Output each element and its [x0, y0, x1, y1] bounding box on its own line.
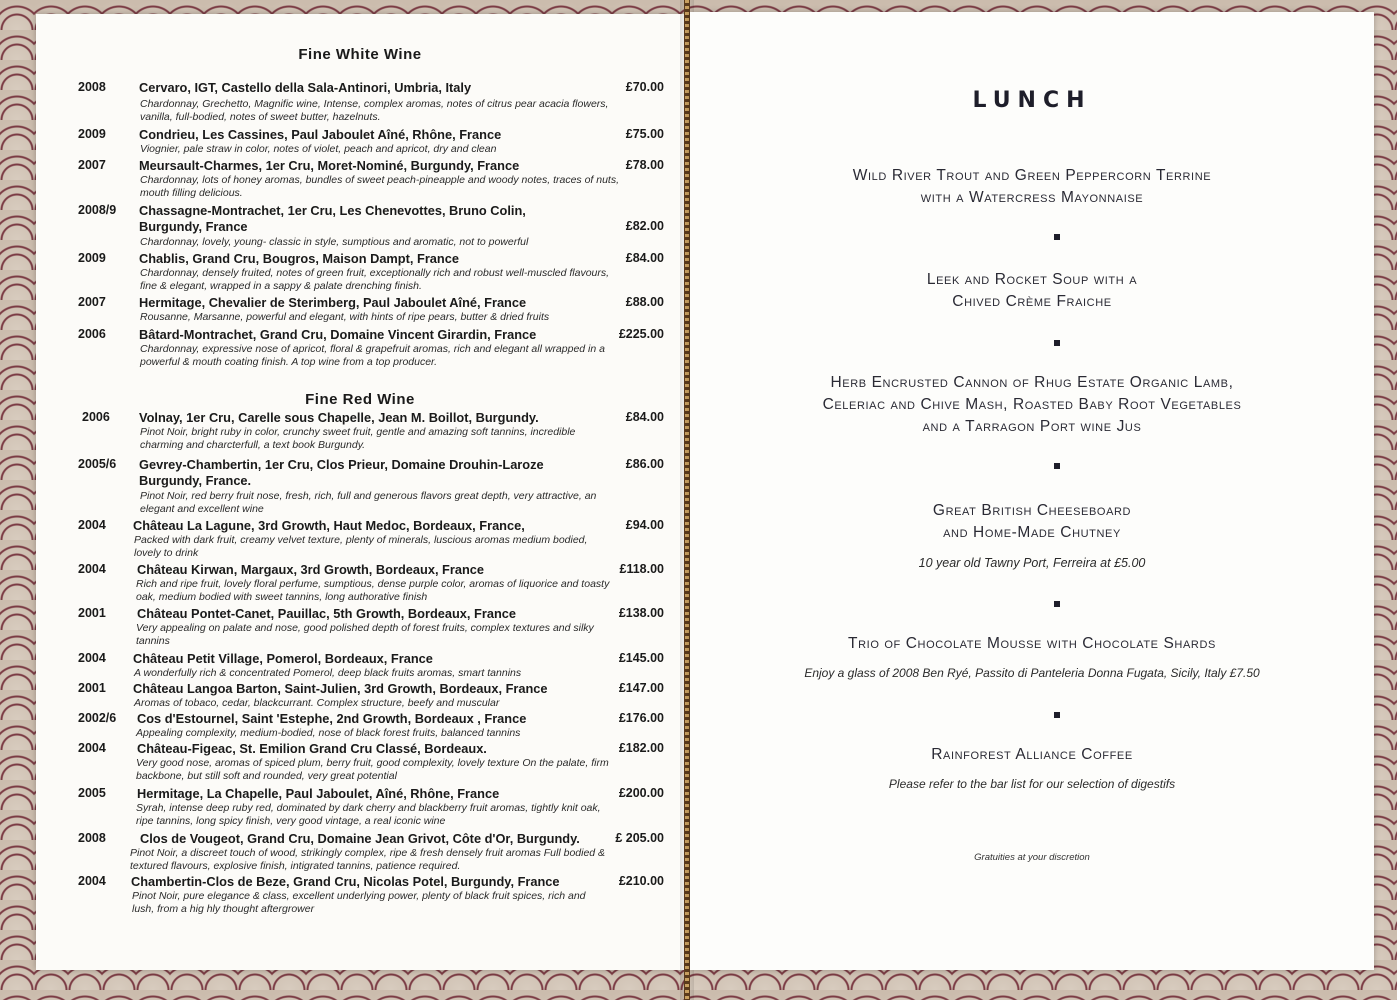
wine-year: 2009: [78, 127, 106, 141]
course-line: Trio of Chocolate Mousse with Chocolate Shards: [848, 635, 1216, 652]
course-pairing-note: 10 year old Tawny Port, Ferreira at £5.00: [918, 556, 1146, 570]
wine-price: £94.00: [625, 518, 664, 532]
wine-price: £78.00: [625, 158, 664, 172]
white-wine-heading: Fine White Wine: [298, 46, 422, 63]
wine-price: £82.00: [625, 219, 664, 233]
wine-name: Volnay, 1er Cru, Carelle sous Chapelle, Jean M. Boillot, Burgundy.: [139, 410, 539, 425]
wine-description: Aromas of tobaco, cedar, blackcurrant. Complex structure, beefy and muscular: [134, 697, 500, 709]
wine-description: Chardonnay, densely fruited, notes of green fruit, exceptionally rich and robust well-muscled flavours, fine & elegant, wrapped in a sappy & palate drenching finish.: [140, 267, 610, 293]
wine-name: Château-Figeac, St. Emilion Grand Cru Classé, Bordeaux.: [137, 741, 487, 756]
wine-year: 2008: [78, 80, 106, 94]
wine-year: 2004: [78, 562, 106, 576]
wine-description: A wonderfully rich & concentrated Pomerol, deep black fruits aromas, smart tannins: [134, 667, 522, 679]
wine-price: £70.00: [625, 80, 664, 94]
wine-price: £138.00: [618, 606, 664, 620]
wine-price: £75.00: [625, 127, 664, 141]
wine-price: £86.00: [625, 457, 664, 471]
wine-name: Château Petit Village, Pomerol, Bordeaux, France: [133, 651, 433, 666]
gratuities-note: Gratuities at your discretion: [974, 852, 1090, 863]
course-dessert: [690, 633, 1374, 655]
wine-name: Clos de Vougeot, Grand Cru, Domaine Jean Grivot, Côte d'Or, Burgundy.: [140, 831, 580, 846]
wine-price: £200.00: [618, 786, 664, 800]
course-line: Celeriac and Chive Mash, Roasted Baby Root Vegetables: [822, 396, 1242, 413]
course-line: with a Watercress Mayonnaise: [920, 189, 1144, 206]
wine-description: Chardonnay, lovely, young- classic in style, sumptious and aromatic, not to powerful: [140, 236, 529, 248]
wine-description: Syrah, intense deep ruby red, dominated by dark cherry and blackberry fruit aromas, tightly knit oak, ripe tannins, long spicy finish, very good vintage, a real iconic wine: [136, 802, 601, 828]
wine-name: Bâtard-Montrachet, Grand Cru, Domaine Vincent Girardin, France: [139, 327, 537, 342]
course-separator: [1054, 234, 1060, 240]
course-line: and Home-Made Chutney: [943, 524, 1121, 541]
wine-name: Gevrey-Chambertin, 1er Cru, Clos Prieur, Domaine Drouhin-Laroze Burgundy, France.: [139, 457, 544, 488]
wine-price: £84.00: [625, 410, 664, 424]
wine-year: 2002/6: [78, 711, 117, 725]
wine-name: Chambertin-Clos de Beze, Grand Cru, Nicolas Potel, Burgundy, France: [131, 874, 560, 889]
wine-year: 2004: [78, 741, 106, 755]
course-line: Wild River Trout and Green Peppercorn Terrine: [852, 167, 1212, 184]
wine-price: £118.00: [619, 562, 664, 576]
wine-description: Pinot Noir, pure elegance & class, excellent underlying power, plenty of black fruit spices, rich and lush, from a hig hly thought aftergrower: [132, 890, 586, 916]
wine-description: Chardonnay, lots of honey aromas, bundles of sweet peach-pineapple and woody notes, traces of nuts, mouth filling delicious.: [140, 174, 620, 200]
wine-name: Château Pontet-Canet, Pauillac, 5th Growth, Bordeaux, France: [137, 606, 517, 621]
wine-year: 2006: [78, 327, 106, 341]
wine-description: Pinot Noir, red berry fruit nose, fresh, rich, full and generous flavors great depth, very attractive, an elegant and excellent wine: [140, 490, 597, 516]
wine-name: Château Kirwan, Margaux, 3rd Growth, Bordeaux, France: [137, 562, 485, 577]
wine-description: Viognier, pale straw in color, notes of violet, peach and apricot, dry and clean: [140, 143, 497, 155]
wine-name: Hermitage, La Chapelle, Paul Jaboulet, Aîné, Rhône, France: [137, 786, 500, 801]
wine-description: Rousanne, Marsanne, powerful and elegant, with hints of ripe pears, butter & dried fruits: [140, 311, 550, 323]
wine-price: £84.00: [625, 251, 664, 265]
wine-year: 2006: [82, 410, 110, 424]
wine-description: Chardonnay, Grechetto, Magnific wine, Intense, complex aromas, notes of citrus pear acacia flowers, vanilla, full-bodied, notes of sweet butter, hazelnuts.: [140, 98, 609, 124]
wine-name: Cervaro, IGT, Castello della Sala-Antinori, Umbria, Italy: [139, 80, 472, 95]
wine-description: Packed with dark fruit, creamy velvet texture, plenty of minerals, luscious aromas medium bodied, lovely to drink: [134, 534, 588, 560]
lunch-menu-page: [690, 12, 1374, 970]
wine-description: Appealing complexity, medium-bodied, nose of black forest fruits, balanced tannins: [136, 727, 521, 739]
wine-name: Meursault-Charmes, 1er Cru, Moret-Nominé, Burgundy, France: [139, 158, 520, 173]
course-main-lamb: [690, 372, 1374, 438]
course-line: Leek and Rocket Soup with a: [926, 271, 1138, 288]
wine-price: £182.00: [618, 741, 664, 755]
wine-name: Chassagne-Montrachet, 1er Cru, Les Chenevottes, Bruno Colin, Burgundy, France: [139, 203, 526, 234]
wine-price: £88.00: [625, 295, 664, 309]
wine-year: 2004: [78, 651, 106, 665]
course-line: Rainforest Alliance Coffee: [931, 746, 1133, 763]
wine-description: Chardonnay, expressive nose of apricot, floral & grapefruit aromas, rich and elegant all wrapped in a powerful & mouth coating finish. A top wine from a top producer.: [140, 343, 605, 369]
course-separator: [1054, 463, 1060, 469]
wine-price: £225.00: [618, 327, 664, 341]
wine-price: £145.00: [618, 651, 664, 665]
wine-year: 2005: [78, 786, 106, 800]
wine-description: Pinot Noir, bright ruby in color, crunchy sweet fruit, gentle and amazing soft tannins, incredible charming and charcterfull, a text book Burgundy.: [140, 426, 576, 452]
wine-year: 2007: [78, 295, 106, 309]
course-line: Herb Encrusted Cannon of Rhug Estate Organic Lamb,: [830, 374, 1234, 391]
wine-price: £147.00: [618, 681, 664, 695]
wine-name: Château La Lagune, 3rd Growth, Haut Medoc, Bordeaux, France,: [133, 518, 525, 533]
wine-list-page: [36, 14, 684, 970]
wine-year: 2008: [78, 831, 106, 845]
course-coffee: [690, 744, 1374, 766]
course-starter-trout: [690, 165, 1374, 209]
wine-name: Cos d'Estournel, Saint 'Estephe, 2nd Growth, Bordeaux , France: [137, 711, 527, 726]
wine-description: Rich and ripe fruit, lovely floral perfume, sumptious, dense purple color, aromas of liquorice and toasty oak, medium bodied with sweet tannins, long authorative finish: [136, 578, 610, 604]
wine-name: Chablis, Grand Cru, Bougros, Maison Dampt, France: [139, 251, 459, 266]
wine-name: Château Langoa Barton, Saint-Julien, 3rd Growth, Bordeaux, France: [133, 681, 548, 696]
wine-year: 2004: [78, 518, 106, 532]
wine-year: 2004: [78, 874, 106, 888]
wine-price: £176.00: [618, 711, 664, 725]
course-line: and a Tarragon Port wine Jus: [922, 418, 1142, 435]
lunch-title: LUNCH: [972, 88, 1092, 113]
red-wine-heading: Fine Red Wine: [305, 391, 415, 408]
wine-name: Hermitage, Chevalier de Sterimberg, Paul Jaboulet Aîné, France: [139, 295, 527, 310]
wine-year: 2008/9: [78, 203, 117, 217]
course-line: Great British Cheeseboard: [932, 502, 1132, 519]
course-separator: [1054, 340, 1060, 346]
wine-year: 2001: [78, 606, 106, 620]
wine-description: Very good nose, aromas of spiced plum, berry fruit, good complexity, lovely texture On the palate, firm backbone, but still soft and rounded, very great potential: [136, 757, 609, 783]
wine-name: Condrieu, Les Cassines, Paul Jaboulet Aîné, Rhône, France: [139, 127, 502, 142]
course-soup: [690, 269, 1374, 313]
course-separator: [1054, 712, 1060, 718]
course-note: Please refer to the bar list for our selection of digestifs: [888, 777, 1176, 791]
wine-year: 2005/6: [78, 457, 117, 471]
wine-description: Pinot Noir, a discreet touch of wood, strikingly complex, ripe & fresh densely fruit aromas Full bodied & textured flavours, explosive finish, intigrated tannins, patience required.: [130, 847, 606, 873]
wine-price: £ 205.00: [615, 831, 664, 845]
wine-year: 2009: [78, 251, 106, 265]
wine-year: 2007: [78, 158, 106, 172]
course-cheeseboard: [690, 500, 1374, 544]
wine-price: £210.00: [618, 874, 664, 888]
wine-year: 2001: [78, 681, 106, 695]
course-separator: [1054, 601, 1060, 607]
course-pairing-note: Enjoy a glass of 2008 Ben Ryé, Passito di Panteleria Donna Fugata, Sicily, Italy £7.50: [804, 666, 1260, 680]
wine-description: Very appealing on palate and nose, good polished depth of forest fruits, complex textures and silky tannins: [136, 622, 594, 648]
course-line: Chived Crème Fraiche: [952, 293, 1112, 310]
